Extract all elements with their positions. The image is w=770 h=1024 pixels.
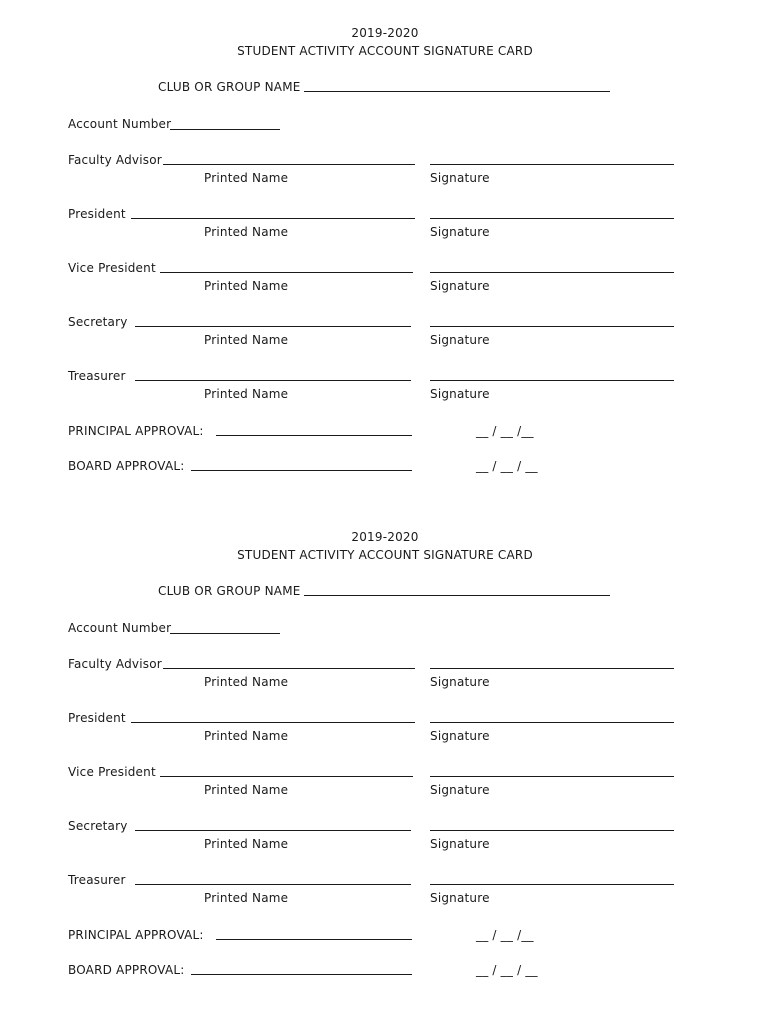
signature-caption: Signature xyxy=(430,225,490,239)
account-number-label: Account Number xyxy=(68,621,172,635)
vice-president-label: Vice President xyxy=(68,765,156,779)
principal-approval-label: PRINCIPAL APPROVAL: xyxy=(68,424,204,438)
president-signature-field[interactable] xyxy=(430,218,674,219)
faculty-advisor-signature-field[interactable] xyxy=(430,164,674,165)
signature-card-2 xyxy=(0,504,770,984)
vice-president-signature-field[interactable] xyxy=(430,776,674,777)
vice-president-label: Vice President xyxy=(68,261,156,275)
president-printed-name-field[interactable] xyxy=(131,722,415,723)
card-year: 2019-2020 xyxy=(351,26,419,40)
secretary-label: Secretary xyxy=(68,315,128,329)
vice-president-printed-name-field[interactable] xyxy=(160,272,413,273)
treasurer-signature-field[interactable] xyxy=(430,884,674,885)
printed-name-caption: Printed Name xyxy=(204,891,289,905)
secretary-printed-name-field[interactable] xyxy=(135,326,411,327)
president-printed-name-field[interactable] xyxy=(131,218,415,219)
signature-caption: Signature xyxy=(430,783,490,797)
secretary-printed-name-field[interactable] xyxy=(135,830,411,831)
signature-caption: Signature xyxy=(430,891,490,905)
secretary-signature-field[interactable] xyxy=(430,326,674,327)
president-label: President xyxy=(68,711,126,725)
faculty-advisor-label: Faculty Advisor xyxy=(68,153,162,167)
signature-caption: Signature xyxy=(430,333,490,347)
board-approval-field[interactable] xyxy=(191,470,412,471)
card-year: 2019-2020 xyxy=(351,530,419,544)
faculty-advisor-printed-name-field[interactable] xyxy=(163,164,415,165)
faculty-advisor-label: Faculty Advisor xyxy=(68,657,162,671)
board-approval-date[interactable]: __ / __ / __ xyxy=(476,963,538,977)
printed-name-caption: Printed Name xyxy=(204,387,289,401)
account-number-label: Account Number xyxy=(68,117,172,131)
secretary-label: Secretary xyxy=(68,819,128,833)
printed-name-caption: Printed Name xyxy=(204,279,289,293)
signature-caption: Signature xyxy=(430,729,490,743)
faculty-advisor-printed-name-field[interactable] xyxy=(163,668,415,669)
club-name-field[interactable] xyxy=(304,91,610,92)
secretary-signature-field[interactable] xyxy=(430,830,674,831)
principal-approval-field[interactable] xyxy=(216,939,412,940)
printed-name-caption: Printed Name xyxy=(204,783,289,797)
printed-name-caption: Printed Name xyxy=(204,837,289,851)
club-name-field[interactable] xyxy=(304,595,610,596)
signature-caption: Signature xyxy=(430,387,490,401)
faculty-advisor-signature-field[interactable] xyxy=(430,668,674,669)
board-approval-date[interactable]: __ / __ / __ xyxy=(476,459,538,473)
principal-approval-date[interactable]: __ / __ /__ xyxy=(476,928,534,942)
printed-name-caption: Printed Name xyxy=(204,675,289,689)
president-signature-field[interactable] xyxy=(430,722,674,723)
treasurer-printed-name-field[interactable] xyxy=(135,380,411,381)
club-name-label: CLUB OR GROUP NAME xyxy=(158,80,301,94)
printed-name-caption: Printed Name xyxy=(204,729,289,743)
printed-name-caption: Printed Name xyxy=(204,171,289,185)
board-approval-label: BOARD APPROVAL: xyxy=(68,459,185,473)
treasurer-label: Treasurer xyxy=(68,873,126,887)
card-title: STUDENT ACTIVITY ACCOUNT SIGNATURE CARD xyxy=(237,44,533,58)
board-approval-field[interactable] xyxy=(191,974,412,975)
printed-name-caption: Printed Name xyxy=(204,333,289,347)
treasurer-signature-field[interactable] xyxy=(430,380,674,381)
printed-name-caption: Printed Name xyxy=(204,225,289,239)
signature-caption: Signature xyxy=(430,837,490,851)
signature-caption: Signature xyxy=(430,279,490,293)
account-number-field[interactable] xyxy=(170,129,280,130)
vice-president-signature-field[interactable] xyxy=(430,272,674,273)
treasurer-label: Treasurer xyxy=(68,369,126,383)
principal-approval-date[interactable]: __ / __ /__ xyxy=(476,424,534,438)
signature-card-1 xyxy=(0,0,770,480)
vice-president-printed-name-field[interactable] xyxy=(160,776,413,777)
account-number-field[interactable] xyxy=(170,633,280,634)
principal-approval-field[interactable] xyxy=(216,435,412,436)
board-approval-label: BOARD APPROVAL: xyxy=(68,963,185,977)
signature-caption: Signature xyxy=(430,171,490,185)
president-label: President xyxy=(68,207,126,221)
treasurer-printed-name-field[interactable] xyxy=(135,884,411,885)
signature-caption: Signature xyxy=(430,675,490,689)
club-name-label: CLUB OR GROUP NAME xyxy=(158,584,301,598)
principal-approval-label: PRINCIPAL APPROVAL: xyxy=(68,928,204,942)
card-title: STUDENT ACTIVITY ACCOUNT SIGNATURE CARD xyxy=(237,548,533,562)
